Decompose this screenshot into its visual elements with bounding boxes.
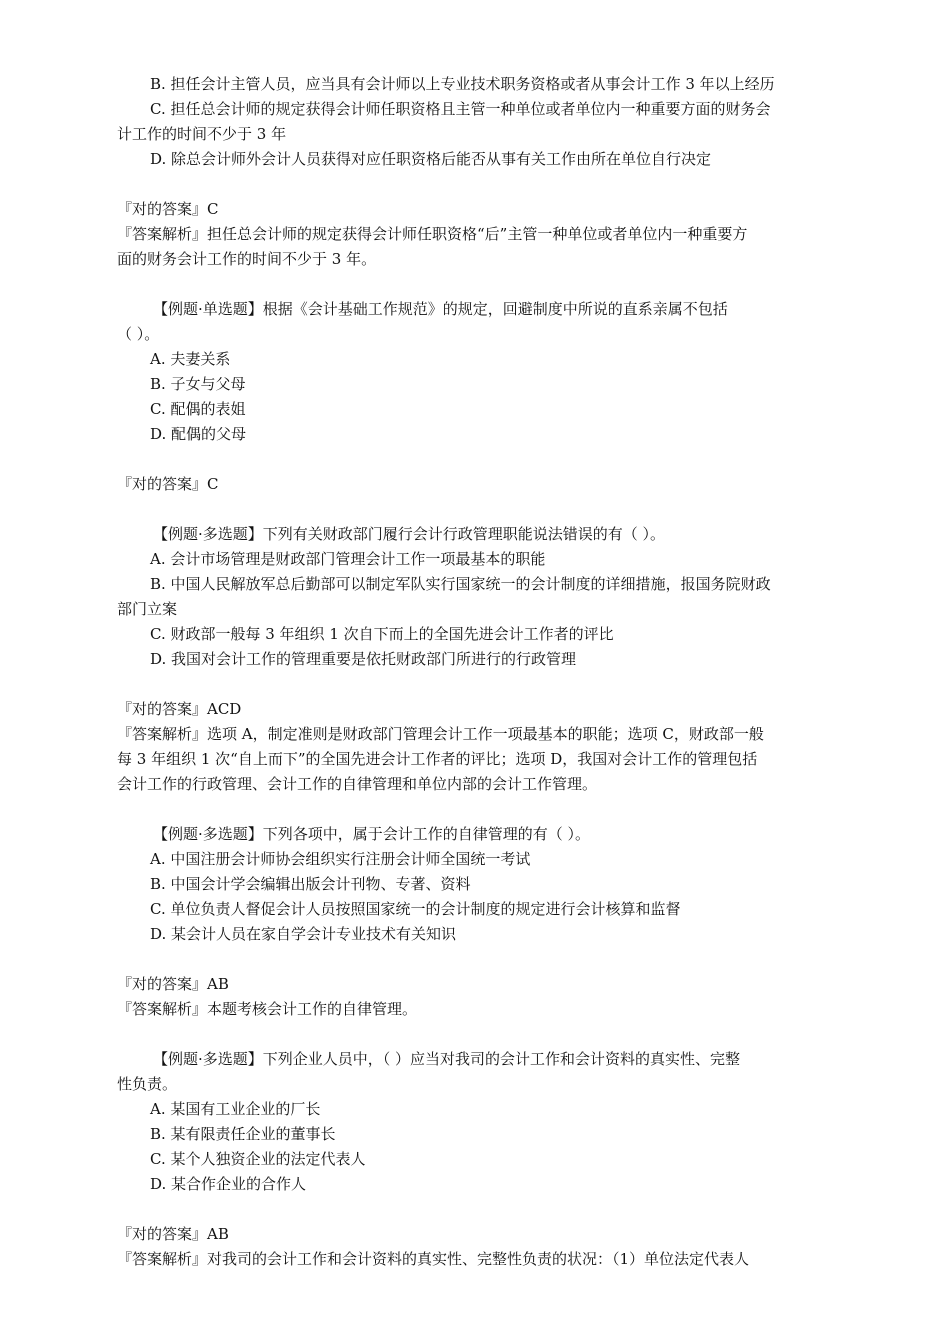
question-stem: 【例题·多选题】下列企业人员中，（ ）应当对我司的会计工作和会计资料的真实性、完整 [153, 1050, 741, 1068]
correct-answer: 『对的答案』C [117, 200, 219, 218]
option-a: A. 某国有工业企业的厂长 [150, 1100, 321, 1118]
option-b: B. 担任会计主管人员，应当具有会计师以上专业技术职务资格或者从事会计工作 3 年以上经历 [150, 75, 775, 93]
option-d: D. 某会计人员在家自学会计专业技术有关知识 [150, 925, 457, 943]
correct-answer: 『对的答案』C [117, 475, 219, 493]
answer-analysis-continued: 面的财务会计工作的时间不少于 3 年。 [117, 250, 377, 268]
question-stem: 【例题·单选题】根据《会计基础工作规范》的规定，回避制度中所说的直系亲属不包括 [153, 300, 728, 318]
correct-answer: 『对的答案』AB [117, 975, 229, 993]
option-b: B. 中国人民解放军总后勤部可以制定军队实行国家统一的会计制度的详细措施，报国务院财政 [150, 575, 771, 593]
option-d: D. 配偶的父母 [150, 425, 247, 443]
option-c: C. 财政部一般每 3 年组织 1 次自下而上的全国先进会计工作者的评比 [150, 625, 614, 643]
option-b: B. 子女与父母 [150, 375, 246, 393]
answer-analysis: 『答案解析』本题考核会计工作的自律管理。 [117, 1000, 418, 1018]
option-a: A. 夫妻关系 [150, 350, 231, 368]
correct-answer: 『对的答案』ACD [117, 700, 242, 718]
option-a: A. 会计市场管理是财政部门管理会计工作一项最基本的职能 [150, 550, 546, 568]
answer-analysis: 『答案解析』选项 A，制定准则是财政部门管理会计工作一项最基本的职能；选项 C，财政部一般 [117, 725, 764, 743]
correct-answer: 『对的答案』AB [117, 1225, 229, 1243]
option-b: B. 中国会计学会编辑出版会计刊物、专著、资料 [150, 875, 471, 893]
option-c-continued: 计工作的时间不少于 3 年 [117, 125, 287, 143]
option-b: B. 某有限责任企业的董事长 [150, 1125, 336, 1143]
document-page [117, 72, 837, 1272]
question-stem-continued: 性负责。 [117, 1075, 178, 1093]
option-c: C. 配偶的表姐 [150, 400, 246, 418]
answer-analysis: 『答案解析』对我司的会计工作和会计资料的真实性、完整性负责的状况：（1）单位法定代表人 [117, 1250, 750, 1268]
option-c: C. 单位负责人督促会计人员按照国家统一的会计制度的规定进行会计核算和监督 [150, 900, 681, 918]
option-a: A. 中国注册会计师协会组织实行注册会计师全国统一考试 [150, 850, 531, 868]
answer-analysis: 『答案解析』担任总会计师的规定获得会计师任职资格“后”主管一种单位或者单位内一种重要方 [117, 225, 748, 243]
option-c: C. 某个人独资企业的法定代表人 [150, 1150, 366, 1168]
question-stem: 【例题·多选题】下列有关财政部门履行会计行政管理职能说法错误的有（ ）。 [153, 525, 666, 543]
option-c: C. 担任总会计师的规定获得会计师任职资格且主管一种单位或者单位内一种重要方面的财务会 [150, 100, 771, 118]
answer-analysis-continued: 每 3 年组织 1 次“自上而下”的全国先进会计工作者的评比；选项 D，我国对会计工作的管理包括 [117, 750, 758, 768]
option-d: D. 某合作企业的合作人 [150, 1175, 307, 1193]
question-stem-continued: （ ）。 [117, 325, 160, 343]
option-d: D. 除总会计师外会计人员获得对应任职资格后能否从事有关工作由所在单位自行决定 [150, 150, 712, 168]
answer-analysis-continued: 会计工作的行政管理、会计工作的自律管理和单位内部的会计工作管理。 [117, 775, 598, 793]
option-b-continued: 部门立案 [117, 600, 178, 618]
option-d: D. 我国对会计工作的管理重要是依托财政部门所进行的行政管理 [150, 650, 577, 668]
question-stem: 【例题·多选题】下列各项中，属于会计工作的自律管理的有（ ）。 [153, 825, 591, 843]
